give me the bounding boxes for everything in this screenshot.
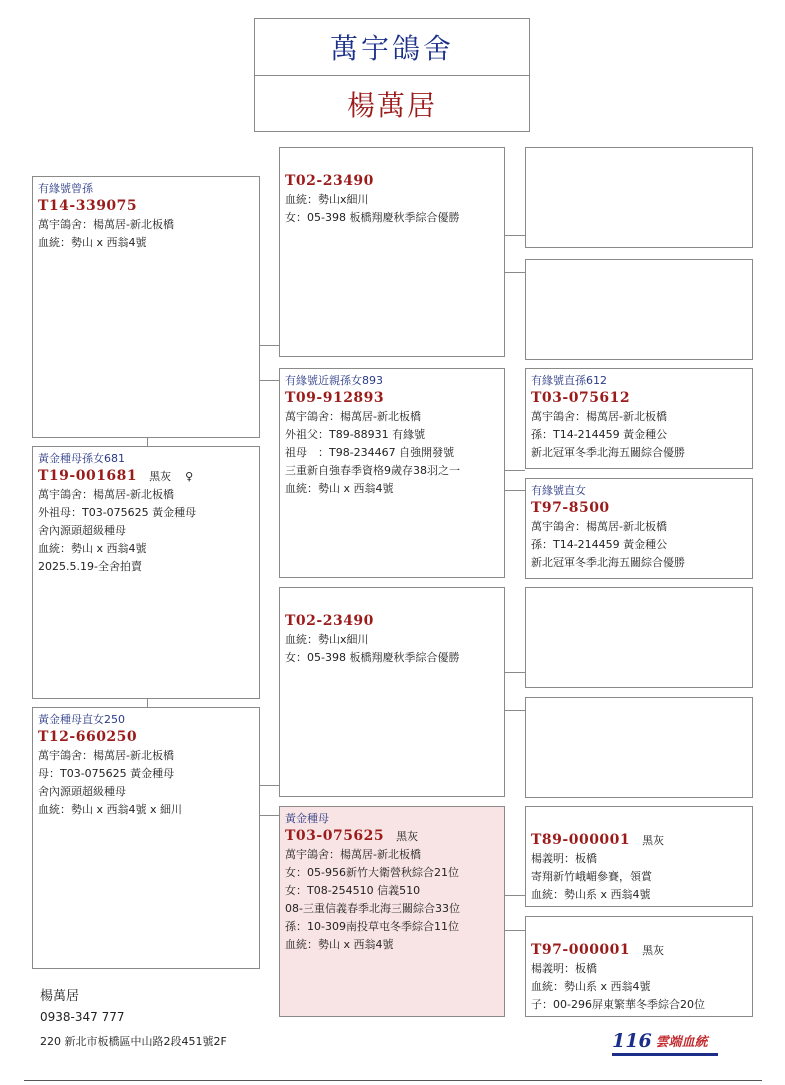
logo-underline bbox=[612, 1053, 718, 1056]
sire-line: 萬宇鴿舍：楊萬居-新北板橋 bbox=[38, 488, 174, 501]
gp1-ring: T02-23490 bbox=[285, 173, 374, 189]
ggp7-line: 血統：勢山系 x 西翁4號 bbox=[531, 888, 651, 901]
gp4-line: 女：05-956新竹大衛營秋綜合21位 bbox=[285, 866, 459, 879]
gp1-line: 女：05-398 板橋翔慶秋季綜合優勝 bbox=[285, 211, 460, 224]
subject-line: 血統：勢山 x 西翁4號 bbox=[38, 236, 147, 249]
gp2-line: 外祖父：T89-88931 有緣號 bbox=[285, 428, 426, 441]
gp1-line: 血統：勢山x細川 bbox=[285, 193, 369, 206]
subject-label: 有緣號曾孫 bbox=[38, 182, 93, 195]
female-icon: ♀ bbox=[185, 470, 194, 483]
gp3-line: 血統：勢山x細川 bbox=[285, 633, 369, 646]
connector-line bbox=[504, 895, 525, 896]
sire-ring-row bbox=[38, 467, 254, 486]
loft-name: 萬宇鴿舍 bbox=[255, 19, 529, 76]
ggp-card-empty[interactable] bbox=[525, 587, 753, 688]
ggp8-ring-row bbox=[531, 941, 747, 960]
connector-line bbox=[504, 672, 525, 673]
ggp-card[interactable] bbox=[525, 916, 753, 1017]
ggp8-ring: T97-000001 bbox=[531, 942, 631, 958]
connector-line bbox=[259, 785, 279, 786]
ggp8-color: 黑灰 bbox=[642, 944, 665, 957]
gp2-label: 有緣號近親孫女893 bbox=[285, 374, 383, 387]
sire-label: 黃金種母孫女681 bbox=[38, 452, 125, 465]
ggp8-line: 血統：勢山系 x 西翁4號 bbox=[531, 980, 651, 993]
footer-owner: 楊萬居 bbox=[40, 989, 80, 1004]
sire-line: 外祖母：T03-075625 黃金種母 bbox=[38, 506, 197, 519]
ggp-card[interactable] bbox=[525, 806, 753, 907]
ggp7-color: 黑灰 bbox=[642, 834, 665, 847]
sire-color: 黑灰 bbox=[149, 470, 172, 483]
gp4-ring-row bbox=[285, 827, 499, 846]
connector-line bbox=[147, 437, 148, 446]
connector-line bbox=[259, 345, 279, 346]
ggp-card-empty[interactable] bbox=[525, 147, 753, 248]
gp4-label: 黃金種母 bbox=[285, 812, 329, 825]
footer-address: 220 新北市板橋區中山路2段451號2F bbox=[40, 1035, 227, 1048]
gp4-color: 黑灰 bbox=[396, 830, 419, 843]
sire-line: 血統：勢山 x 西翁4號 bbox=[38, 542, 147, 555]
ggp3-line: 萬宇鴿舍：楊萬居-新北板橋 bbox=[531, 410, 667, 423]
ggp7-line: 寄翔新竹峨嵋參賽，領賞 bbox=[531, 870, 652, 883]
ggp8-line: 子：00-296屏東繁華冬季綜合20位 bbox=[531, 998, 705, 1011]
gp2-line: 三重新自強春季資格9歲存38羽之一 bbox=[285, 464, 460, 477]
subject-line: 萬宇鴿舍：楊萬居-新北板橋 bbox=[38, 218, 174, 231]
dam-line: 舍內源頭超級種母 bbox=[38, 785, 126, 798]
gp4-line: 萬宇鴿舍：楊萬居-新北板橋 bbox=[285, 848, 421, 861]
gp2-line: 血統：勢山 x 西翁4號 bbox=[285, 482, 394, 495]
connector-line bbox=[504, 470, 525, 471]
sire-line: 2025.5.19-全舍拍賣 bbox=[38, 560, 142, 573]
ggp4-ring: T97-8500 bbox=[531, 500, 610, 516]
ggp7-ring-row bbox=[531, 831, 747, 850]
dam-line: 母：T03-075625 黃金種母 bbox=[38, 767, 175, 780]
gp3-line: 女：05-398 板橋翔慶秋季綜合優勝 bbox=[285, 651, 460, 664]
ggp-card-empty[interactable] bbox=[525, 697, 753, 798]
ggp4-line: 萬宇鴿舍：楊萬居-新北板橋 bbox=[531, 520, 667, 533]
connector-line bbox=[504, 272, 525, 273]
sire-ring: T19-001681 bbox=[38, 468, 138, 484]
ggp3-line: 新北冠軍冬季北海五關綜合優勝 bbox=[531, 446, 685, 459]
connector-line bbox=[504, 235, 525, 236]
ggp4-label: 有緣號直女 bbox=[531, 484, 586, 497]
connector-line bbox=[504, 490, 525, 491]
dam-ring: T12-660250 bbox=[38, 729, 138, 745]
connector-line bbox=[504, 930, 525, 931]
grandparent-card-highlighted[interactable] bbox=[279, 806, 505, 1017]
grandparent-card[interactable] bbox=[279, 587, 505, 797]
gp4-line: 08-三重信義春季北海三關綜合33位 bbox=[285, 902, 460, 915]
dam-card[interactable] bbox=[32, 707, 260, 969]
gp4-line: 孫：10-309南投草屯冬季綜合11位 bbox=[285, 920, 459, 933]
connector-line bbox=[259, 815, 279, 816]
gp4-line: 女：T08-254510 信義510 bbox=[285, 884, 421, 897]
ggp-card[interactable] bbox=[525, 478, 753, 579]
gp2-line: 祖母 ：T98-234467 自強開發號 bbox=[285, 446, 455, 459]
gp2-line: 萬宇鴿舍：楊萬居-新北板橋 bbox=[285, 410, 421, 423]
ggp7-line: 楊義明：板橋 bbox=[531, 852, 597, 865]
ggp7-ring: T89-000001 bbox=[531, 832, 631, 848]
connector-line bbox=[259, 380, 279, 381]
dam-line: 血統：勢山 x 西翁4號 x 細川 bbox=[38, 803, 183, 816]
bottom-divider bbox=[24, 1080, 762, 1081]
dam-label: 黃金種母直女250 bbox=[38, 713, 125, 726]
gp4-line: 血統：勢山 x 西翁4號 bbox=[285, 938, 394, 951]
logo-text: 雲端血統 bbox=[655, 1035, 708, 1050]
connector-line bbox=[504, 710, 525, 711]
grandparent-card[interactable] bbox=[279, 368, 505, 578]
grandparent-card[interactable] bbox=[279, 147, 505, 357]
dam-line: 萬宇鴿舍：楊萬居-新北板橋 bbox=[38, 749, 174, 762]
ggp3-label: 有緣號直孫612 bbox=[531, 374, 607, 387]
ggp3-ring: T03-075612 bbox=[531, 390, 631, 406]
title-block bbox=[254, 18, 530, 132]
ggp-card[interactable] bbox=[525, 368, 753, 469]
gp2-ring: T09-912893 bbox=[285, 390, 385, 406]
gp3-ring: T02-23490 bbox=[285, 613, 374, 629]
ggp-card-empty[interactable] bbox=[525, 259, 753, 360]
owner-name: 楊萬居 bbox=[346, 89, 437, 122]
connector-line bbox=[147, 698, 148, 707]
subject-card[interactable] bbox=[32, 176, 260, 438]
sire-line: 舍內源頭超級種母 bbox=[38, 524, 126, 537]
ggp4-line: 孫：T14-214459 黃金種公 bbox=[531, 538, 668, 551]
ggp3-line: 孫：T14-214459 黃金種公 bbox=[531, 428, 668, 441]
gp4-ring: T03-075625 bbox=[285, 828, 385, 844]
footer-phone: 0938-347 777 bbox=[40, 1010, 125, 1024]
sire-card[interactable] bbox=[32, 446, 260, 699]
brand-logo[interactable] bbox=[612, 1030, 708, 1052]
ggp4-line: 新北冠軍冬季北海五關綜合優勝 bbox=[531, 556, 685, 569]
subject-ring: T14-339075 bbox=[38, 198, 138, 214]
ggp8-line: 楊義明：板橋 bbox=[531, 962, 597, 975]
logo-number: 116 bbox=[612, 1030, 652, 1052]
